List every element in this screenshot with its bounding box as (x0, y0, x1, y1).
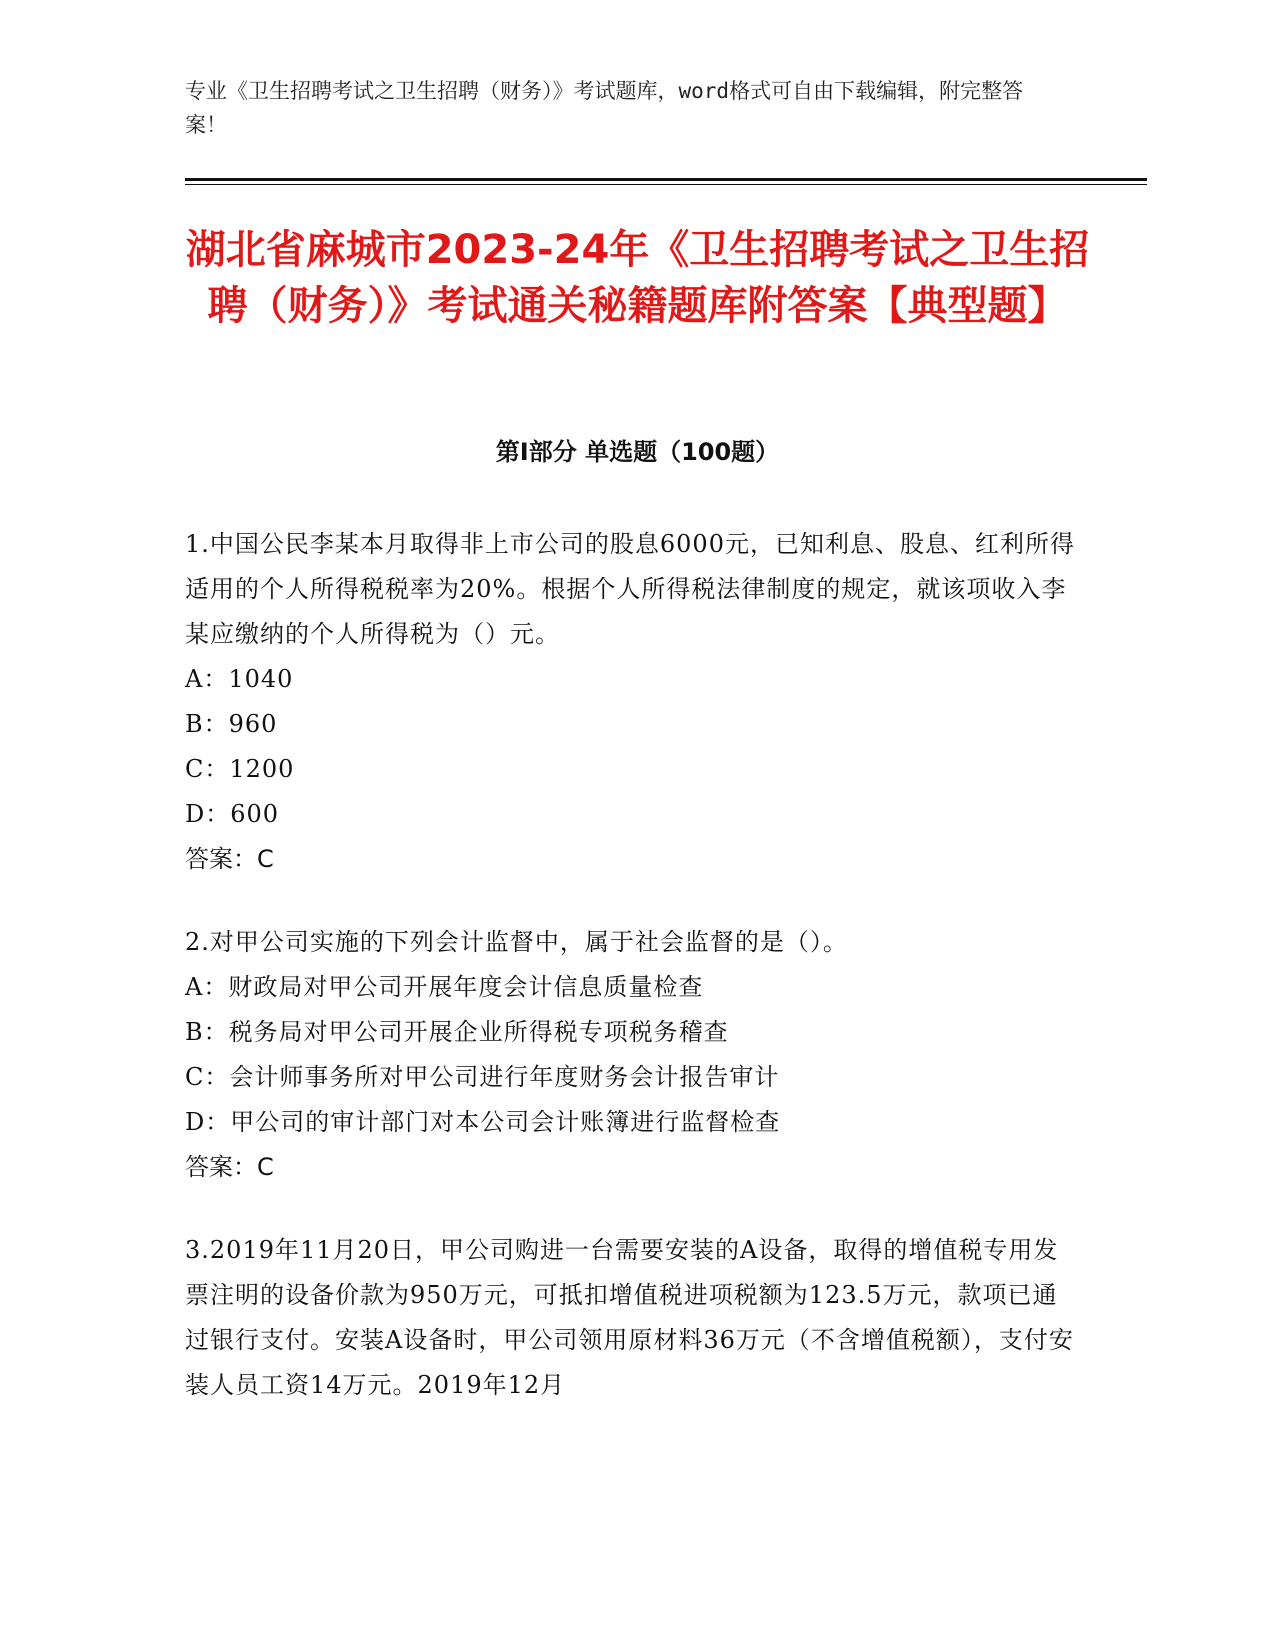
question-3 (185, 1228, 1080, 1408)
header-rule-thick (185, 178, 1147, 181)
document-title: 湖北省麻城市2023-24年《卫生招聘考试之卫生招聘（财务）》考试通关秘籍题库附答案【典型题】 (185, 227, 1090, 329)
option-a: A：1040 (185, 665, 294, 693)
question-2 (185, 920, 1080, 1190)
option-d: D：600 (185, 800, 280, 828)
option-b: B：税务局对甲公司开展企业所得税专项税务稽查 (185, 1018, 729, 1046)
option-d: D：甲公司的审计部门对本公司会计账簿进行监督检查 (185, 1108, 781, 1136)
question-stem: 1.中国公民李某本月取得非上市公司的股息6000元，已知利息、股息、红利所得适用的个人所得税税率为20%。根据个人所得税法律制度的规定，就该项收入李某应缴纳的个人所得税为（）元。 (185, 530, 1075, 648)
question-stem: 2.对甲公司实施的下列会计监督中，属于社会监督的是（）。 (185, 928, 848, 956)
option-b: B：960 (185, 710, 278, 738)
section-title: 第I部分 单选题（100题） (495, 438, 780, 466)
header-note: 专业《卫生招聘考试之卫生招聘（财务）》考试题库，word格式可自由下载编辑，附完整答案！ (185, 79, 1024, 137)
question-stem: 3.2019年11月20日，甲公司购进一台需要安装的A设备，取得的增值税专用发票注明的设备价款为950万元，可抵扣增值税进项税额为123.5万元，款项已通过银行支付。安装A设备时，甲公司领用原材料36万元（不含增值税额），支付安装人员工资14万元。2019年12月 (185, 1236, 1074, 1399)
option-a: A：财政局对甲公司开展年度会计信息质量检查 (185, 973, 704, 1001)
option-c: C：会计师事务所对甲公司进行年度财务会计报告审计 (185, 1063, 780, 1091)
answer: 答案：C (185, 1153, 274, 1181)
question-1 (185, 522, 1080, 882)
option-c: C：1200 (185, 755, 295, 783)
header-rule-thin (185, 184, 1147, 185)
answer: 答案：C (185, 845, 274, 873)
question-list (185, 522, 1080, 1446)
